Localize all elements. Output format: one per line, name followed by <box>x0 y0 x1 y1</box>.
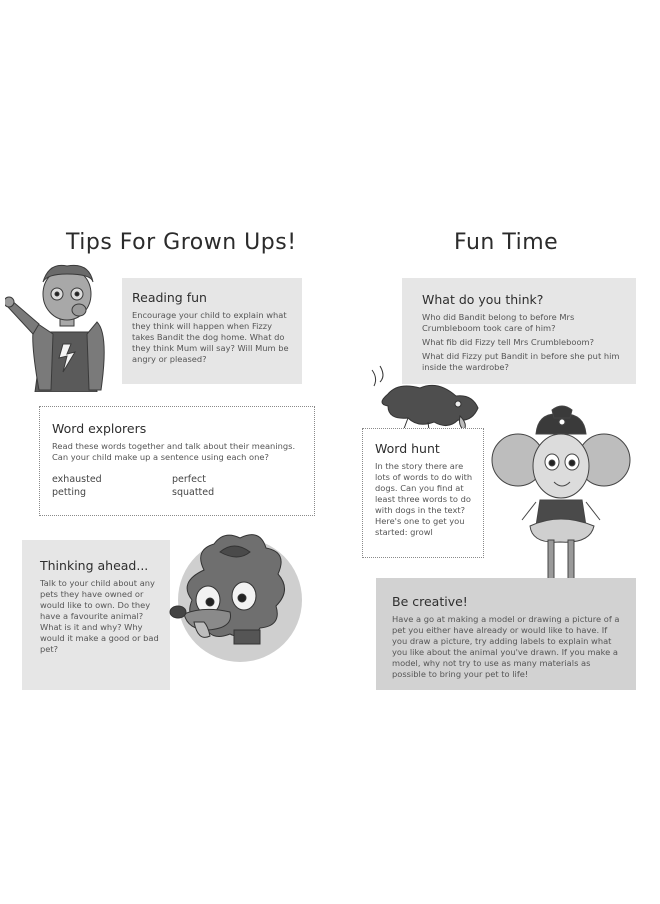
girl-illustration <box>490 402 632 582</box>
what-do-you-think-heading: What do you think? <box>422 292 544 307</box>
reading-fun-heading: Reading fun <box>132 290 207 305</box>
dog-face-illustration <box>164 530 308 670</box>
word-explorers-text: Read these words together and talk about their meanings. Can your child make up a sentence using each one? <box>52 441 296 462</box>
question-3: What did Fizzy put Bandit in before she put him inside the wardrobe? <box>422 351 620 372</box>
word-list <box>52 473 302 499</box>
be-creative-heading: Be creative! <box>392 594 468 609</box>
word-item: perfect <box>172 474 206 485</box>
question-2: What fib did Fizzy tell Mrs Crumbleboom? <box>422 337 595 347</box>
word-explorers-box <box>39 406 315 516</box>
word-item: exhausted <box>52 474 102 485</box>
be-creative-text: Have a go at making a model or drawing a picture of a pet you either have already or would like to have. If you draw a picture, try adding labels to explain what you like about the animal you've drawn. If you make a model, why not try to use as many materials as possible to bring your pet to life! <box>392 614 620 679</box>
thinking-ahead-heading: Thinking ahead... <box>40 558 149 573</box>
reading-fun-text: Encourage your child to explain what they think will happen when Fizzy takes Bandit the dog home. What do they think Mum will say? Will Mum be angry or pleased? <box>132 310 289 364</box>
thinking-ahead-box <box>22 540 170 690</box>
word-item: squatted <box>172 487 215 498</box>
boy-illustration <box>5 262 123 392</box>
thinking-ahead-text: Talk to your child about any pets they have owned or would like to own. Do they have a favourite animal? What is it and why? Why would it make a good or bad pet? <box>40 578 159 654</box>
right-page-title: Fun Time <box>454 230 559 255</box>
be-creative-box <box>376 578 636 690</box>
word-hunt-heading: Word hunt <box>375 441 440 456</box>
word-explorers-heading: Word explorers <box>52 421 147 436</box>
word-hunt-text: In the story there are lots of words to do with dogs. Can you find at least three words to do with dogs in the text? Here's one to get you started: growl <box>375 461 473 537</box>
question-1: Who did Bandit belong to before Mrs Crumbleboom took care of him? <box>422 312 575 333</box>
reading-fun-box <box>122 278 302 384</box>
word-item: petting <box>52 487 87 498</box>
left-page-title: Tips For Grown Ups! <box>66 230 297 255</box>
word-hunt-box <box>362 428 484 558</box>
